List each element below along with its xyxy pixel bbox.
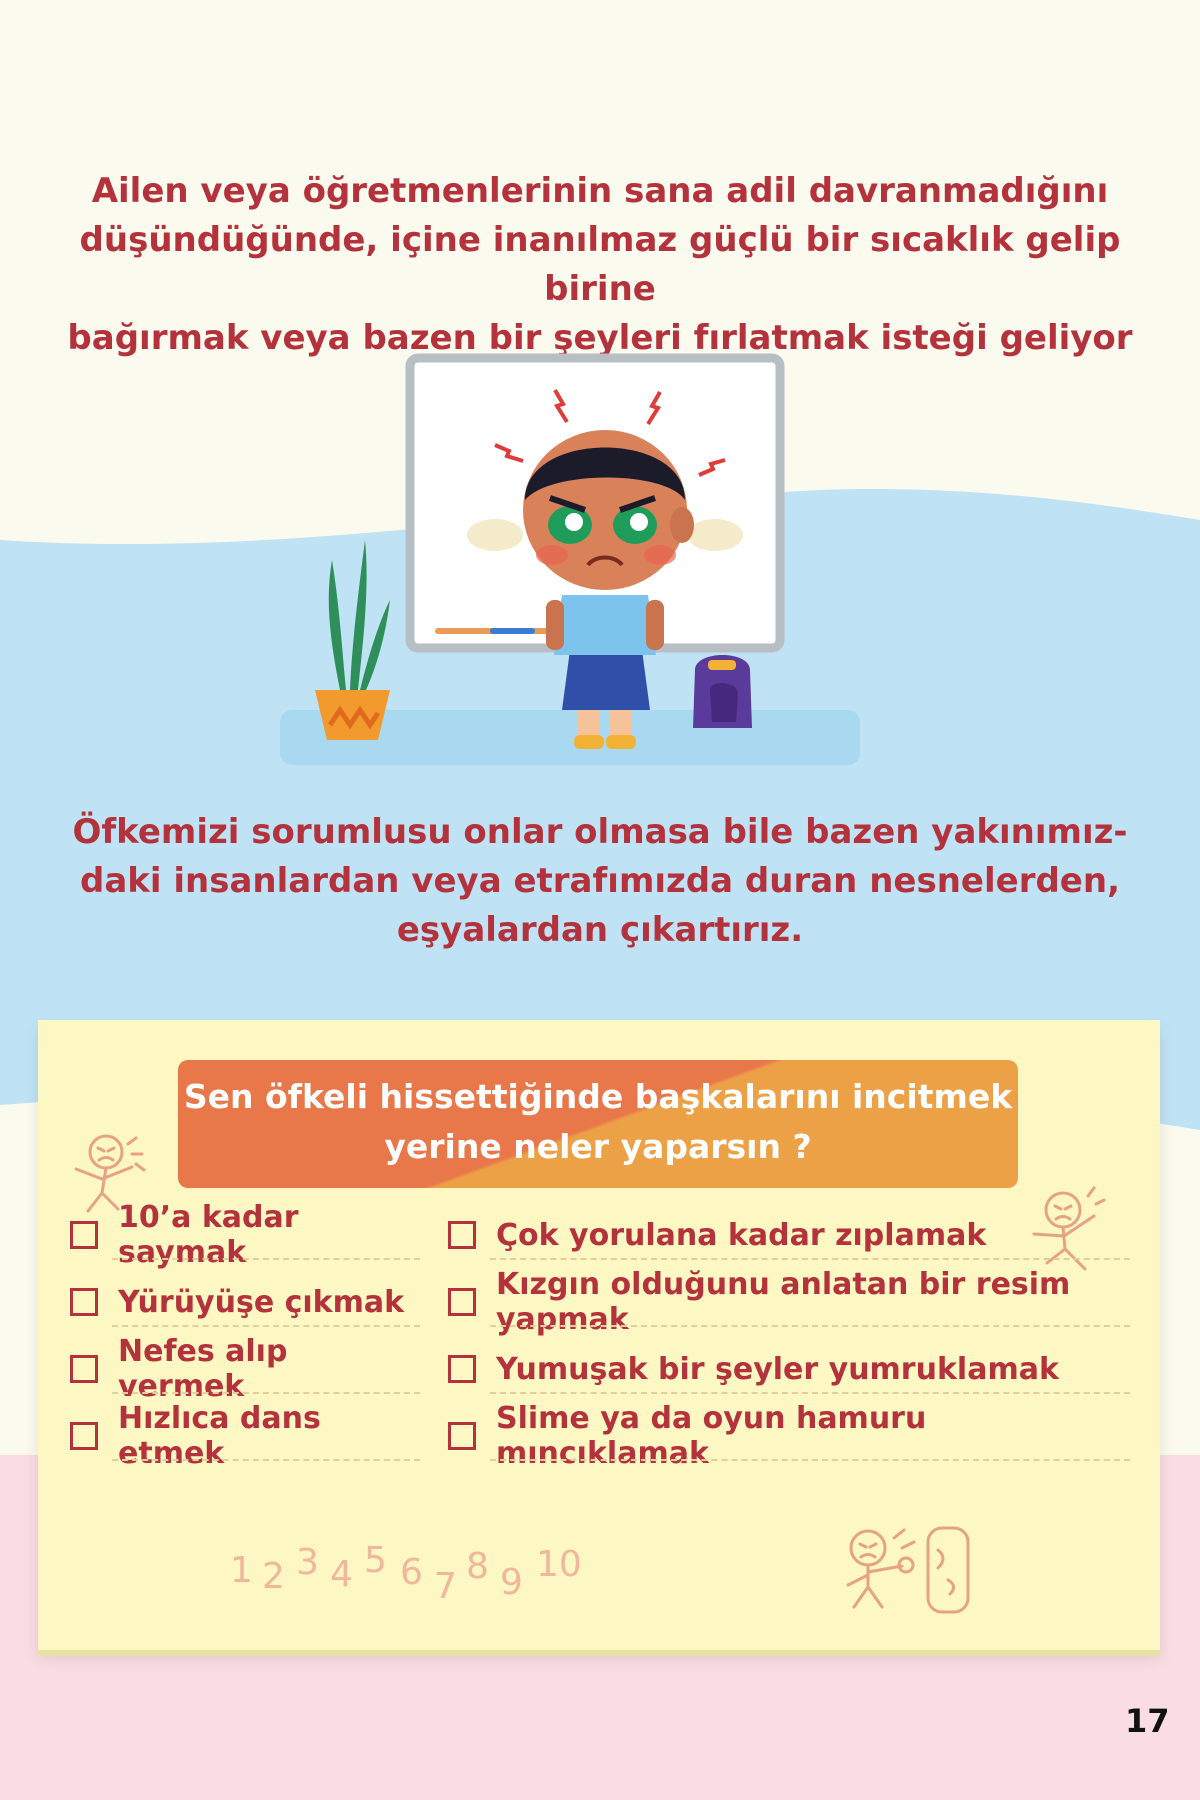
boy-shorts [562,650,650,710]
count-number: 3 [296,1542,319,1583]
activity-options [70,1200,1130,1490]
option-label: 10’a kadar saymak [118,1200,299,1270]
dashed-line [490,1325,1130,1327]
dashed-line [112,1258,420,1260]
boy-ear [670,507,694,543]
count-number: 2 [262,1556,285,1597]
angry-boy-illustration [270,350,870,770]
checkbox-icon[interactable] [448,1221,476,1249]
intro-line: bağırmak veya bazen bir şeyleri fırlatmak isteği geliyor [67,318,1133,358]
checkbox-icon[interactable] [70,1288,98,1316]
dashed-line [112,1459,420,1461]
checkbox-icon[interactable] [70,1422,98,1450]
page-number: 17 [1125,1702,1170,1740]
checkbox-icon[interactable] [448,1288,476,1316]
anger-line: eşyalardan çıkartırız. [396,910,804,950]
intro-line: düşündüğünde, içine inanılmaz güçlü bir sıcaklık gelip birine [79,220,1121,309]
count-number: 6 [400,1552,423,1593]
punching-bag-doodle [828,1520,1008,1620]
option-label: Nefes alıp vermek [118,1334,288,1404]
question-line: Sen öfkeli hissettiğinde başkalarını incitmek [183,1077,1013,1116]
question-line: yerine neler yaparsın ? [384,1127,812,1166]
anger-line: Öfkemizi sorumlusu onlar olmasa bile bazen yakınımız- [72,812,1128,852]
boy-shirt [554,595,656,655]
steam-cloud-right [687,519,743,551]
activity-note [38,1020,1160,1650]
option-label: Kızgın olduğunu anlatan bir resim yapmak [496,1267,1071,1337]
dashed-line [490,1258,1130,1260]
option-squeeze-slime[interactable] [448,1401,1130,1471]
option-label: Hızlıca dans etmek [118,1401,321,1471]
checkbox-icon[interactable] [70,1221,98,1249]
option-label: Yumuşak bir şeyler yumruklamak [496,1351,1059,1387]
checkbox-icon[interactable] [70,1355,98,1383]
count-number: 5 [364,1540,387,1581]
count-number: 10 [536,1544,582,1585]
option-draw-picture[interactable] [448,1267,1130,1337]
option-dance-fast[interactable] [70,1401,420,1471]
count-number: 4 [330,1554,353,1595]
option-punch-soft[interactable] [448,1344,1130,1394]
anger-line: daki insanlardan veya etrafımızda duran nesnelerden, [79,861,1120,901]
count-number: 8 [466,1546,489,1587]
option-breathe[interactable] [70,1334,420,1404]
option-label: Slime ya da oyun hamuru mıncıklamak [496,1401,927,1471]
count-number: 1 [230,1550,253,1591]
boy-shoes [574,735,604,749]
dashed-line [490,1459,1130,1461]
option-label: Yürüyüşe çıkmak [118,1284,405,1320]
dashed-line [112,1325,420,1327]
question-banner [178,1060,1018,1188]
dashed-line [112,1392,420,1394]
boy-cheek [536,545,568,565]
boy-arms [546,600,564,650]
plant-leaves [329,540,390,690]
anger-paragraph [60,808,1140,955]
count-number: 9 [500,1562,523,1603]
dashed-line [490,1392,1130,1394]
count-number: 7 [434,1566,457,1607]
boy-legs [578,705,600,740]
counting-numbers-doodle [230,1540,650,1610]
option-jump[interactable] [448,1210,1130,1260]
checkbox-icon[interactable] [448,1355,476,1383]
steam-cloud-left [467,519,523,551]
option-go-for-walk[interactable] [70,1277,420,1327]
checkbox-icon[interactable] [448,1422,476,1450]
option-label: Çok yorulana kadar zıplamak [496,1217,987,1253]
option-count-to-ten[interactable] [70,1200,420,1270]
intro-line: Ailen veya öğretmenlerinin sana adil davranmadığını [91,171,1109,211]
